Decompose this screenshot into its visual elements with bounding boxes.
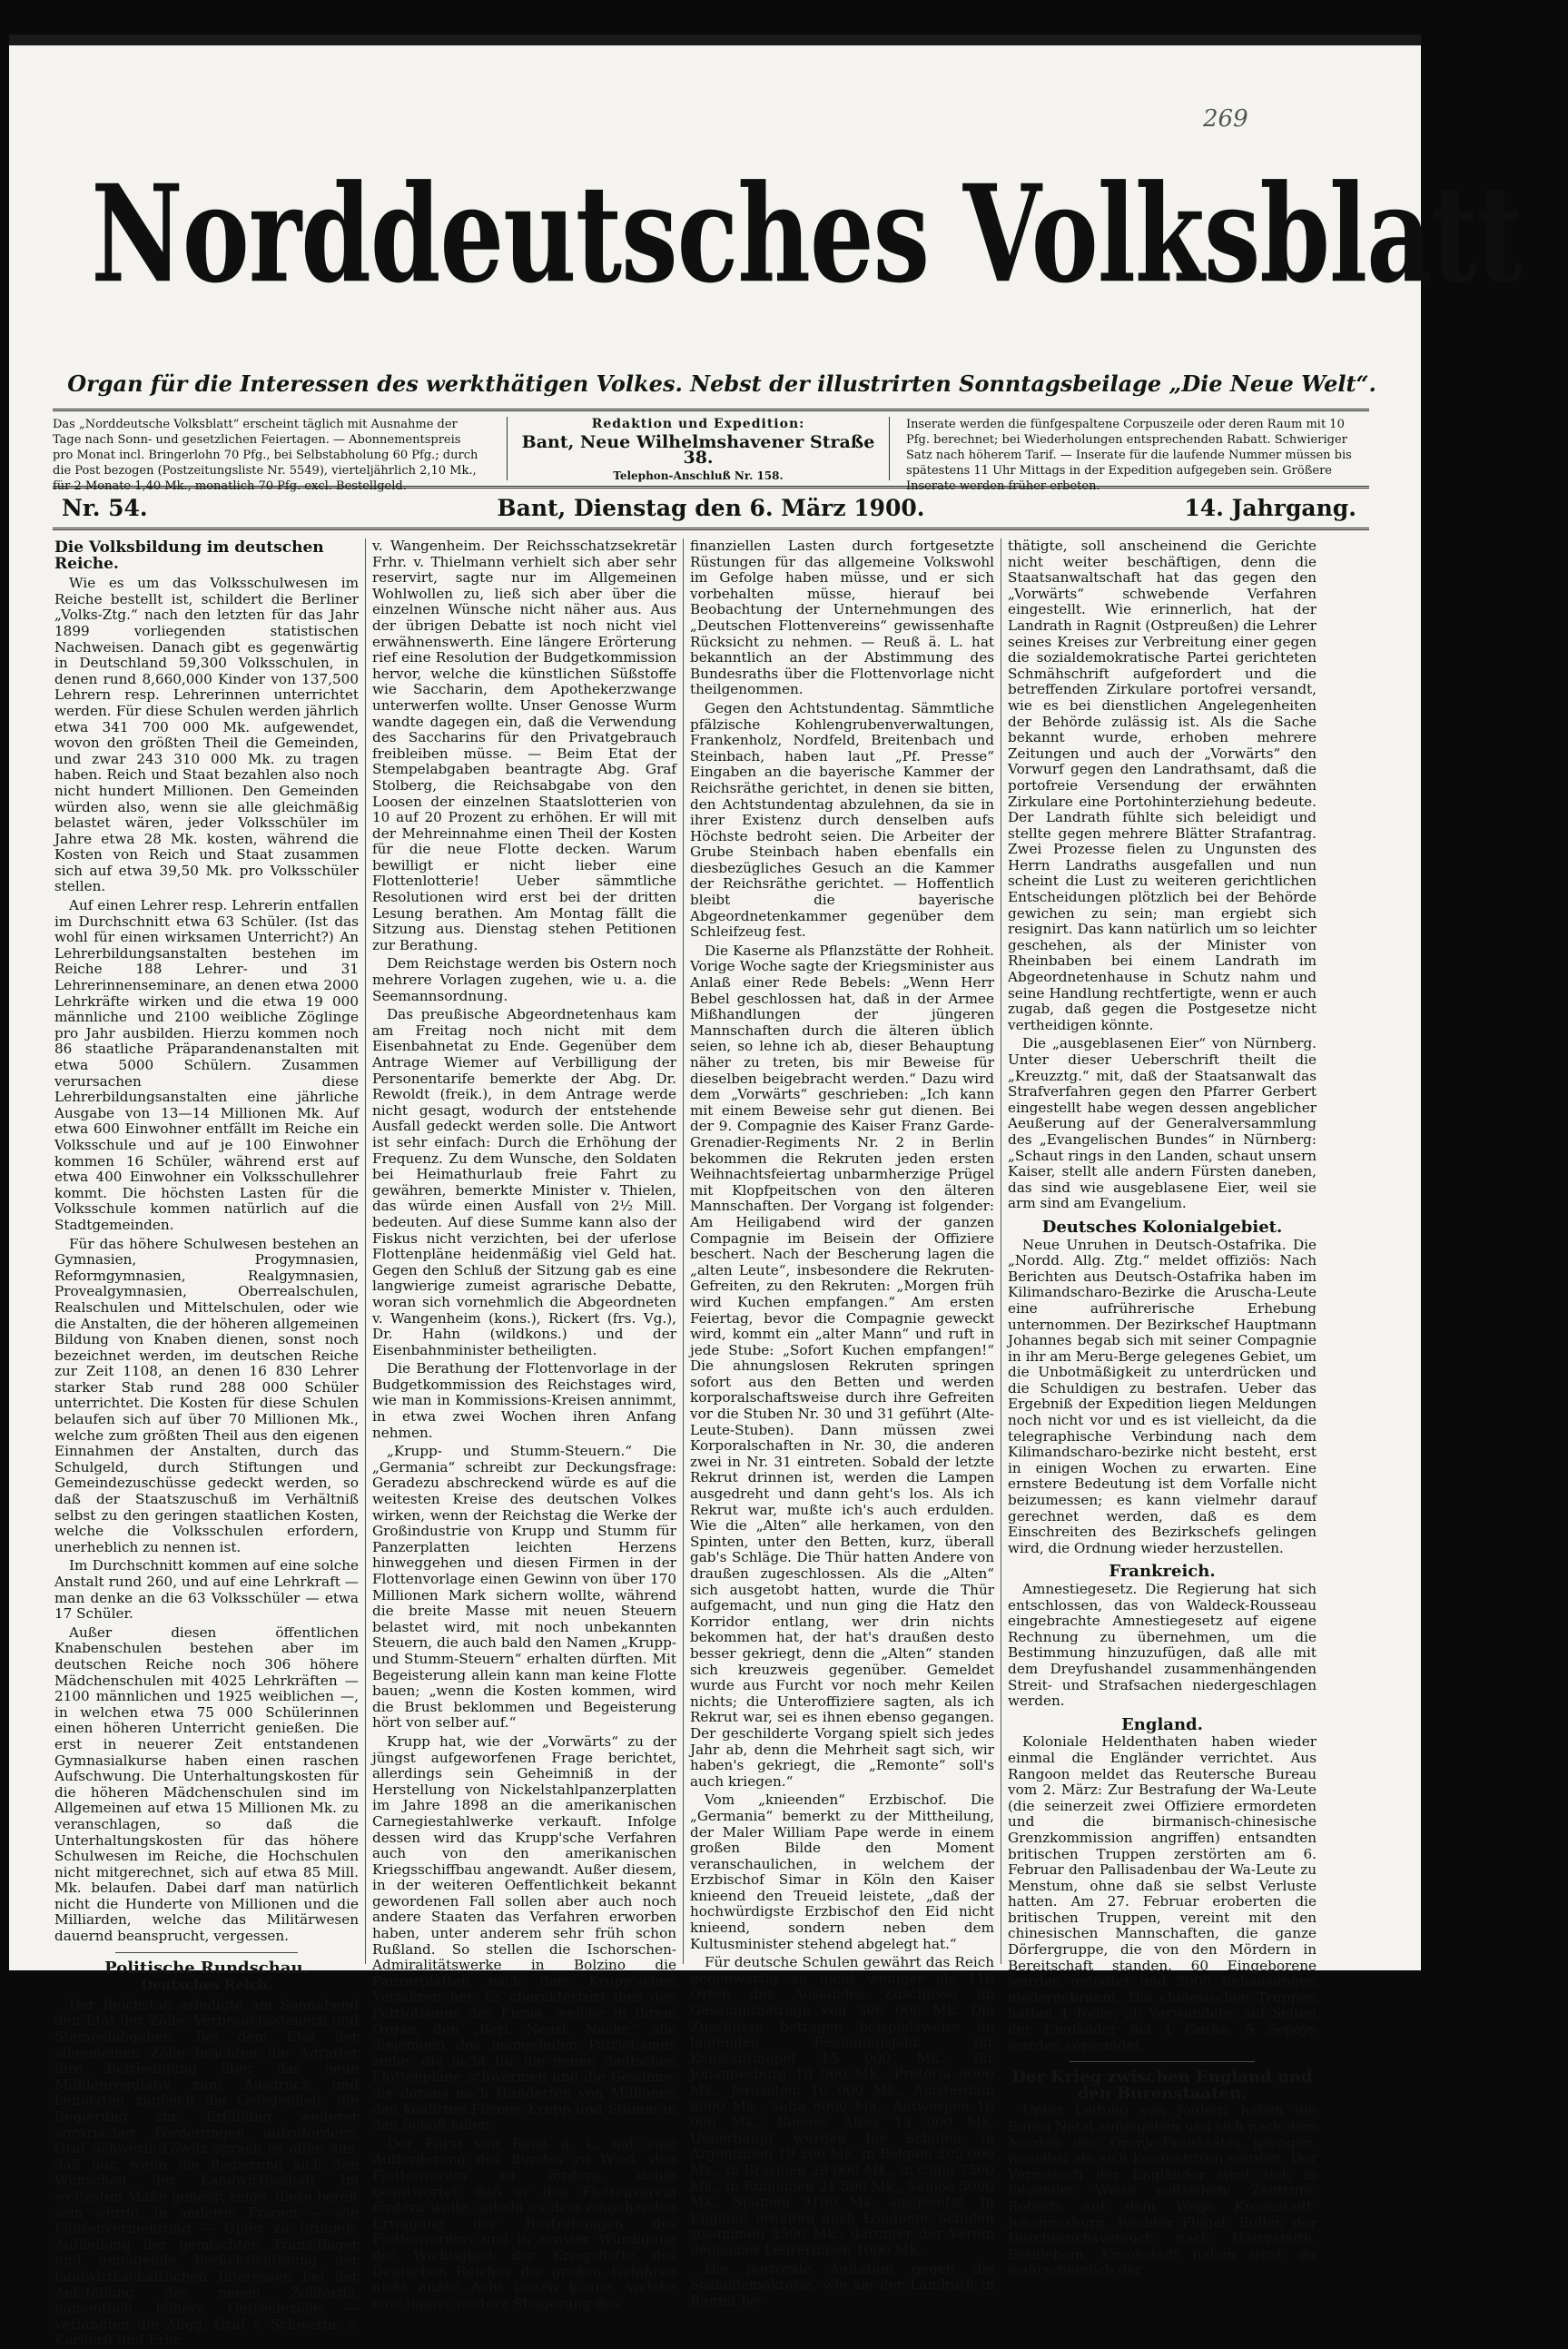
section-heading: Deutsches Kolonialgebiet.	[1041, 1217, 1283, 1237]
column-rule	[683, 538, 684, 1964]
archive-page-number: 269	[1203, 105, 1248, 133]
article-paragraph: Krupp hat, wie der „Vorwärts“ zu der jüngst aufgeworfenen Frage berichtet, allerdings sein Geheimniß in der Herstellung von Nickelstahlpanzerplatten im Jahre 1898 an die amerikanischen Carnegiestahlwerke verkauft. Infolge dessen wird das Krupp'sche Verfahren auch von den amerikanischen Kriegsschiffbau angewandt. Außer diesem, in der weiteren Oeffentlichkeit bekannt gewordenen Fall sollen aber auch noch andere Staaten das Verfahren erworben haben, unter anderem sehr früh schon Rußland. So stellen die Ischorschen-Admiralitätswerke in Bolzino die Panzerplatten nach dem Krupp'schen Verfahren her. Es charakterisirt dies den Patriotismus der Firma, welche in ihrem Organ, den „Berl. Neust. Nachr.“ alle diejenigen des mangelnden Patriotismus zeihe, die nicht für die neuen deutschen Flottenpläne schwärmen und die Gewinne, die daraus nach Hunderten von Millionen den koalirten Firmen Krupp und Stumm in den Schoß fallen.	[372, 1732, 676, 2134]
article-paragraph: Neue Unruhen in Deutsch-Ostafrika. Die „Nordd. Allg. Ztg.“ meldet offiziös: Nach Berichten aus Deutsch-Ostafrika haben im Kilimandscharo-Bezirke die Aruscha-Leute eine aufrührerische Erhebung unternommen. Der Bezirkschef Hauptmann Johannes begab sich mit seiner Compagnie in ihr am Meru-Berge gelegenes Gebiet, um die Unbotmäßigkeit zu unterdrücken und die Schuldigen zu bestrafen. Ueber das Ergebniß der Expedition liegen Meldungen noch nicht vor und es ist vielleicht, da die telegraphische Verbindung nach dem Kilimandscharo-bezirke nicht besteht, erst in einigen Wochen zu erwarten. Eine ernstere Bedeutung ist dem Vorfalle nicht beizumessen; es kann vielmehr darauf gerechnet werden, daß es dem Einschreiten des Bezirkschefs gelingen wird, die Ordnung wieder herzustellen.	[1008, 1236, 1317, 1556]
article-paragraph: Der Fürst von Reuß ä. L. hat eine Aufforderung des Bundes zu Wied, den Flottenverein zu fördern, dahin beantwortet, daß er den Flottenverein fördern wolle, sobald es dem eingehenden Erwägung der Bestrebungen des Flottenvereins und in ernster Würdigung der Wichtigkeit der Kriegsflotte des Deutschen Reiches die großen Gefahren nicht außer Acht lassen könne, welche eine immer weitere Steigerung des	[372, 2135, 676, 2312]
article-paragraph: Vom „knieenden“ Erzbischof. Die „Germania“ bemerkt zu der Mittheilung, der Maler William Pape werde in einem großen Bilde den Moment veranschaulichen, in welchem der Erzbischof Simar in Köln den Kaiser knieend den Treueid leistete, „daß der hochwürdigste Erzbischof den Eid nicht knieend, sondern neben dem Kultusminister stehend abgelegt hat.“	[690, 1791, 994, 1952]
dateline	[53, 491, 1369, 530]
article-paragraph: Unter Leitung von Joubert haben die Buren Natal aufgegeben und sich nach dem Norden des Oranje-Freistaates gezogen, woselbst sie sich konzentriren werden. Der Vormarsch der Engländer wird sich in folgender Weise vollziehen: Zentrum: Roberts auf dem Wege Kroonstadt-Johannesburg. Rechter Flügel: Buller, der Durchbruchsversuch nach Harrysmith, Bethlehem, Kroonstadt nahen wird, da wahrscheinlich der	[1008, 2102, 1317, 2279]
masthead-title: Norddeutsches Volksblatt	[91, 154, 1523, 313]
article-headline: Der Krieg zwischen England und den Burenstaaten.	[1011, 2068, 1313, 2103]
article-paragraph: Außer diesen öffentlichen Knabenschulen bestehen aber im deutschen Reiche noch 306 höhere Mädchenschulen mit 4025 Lehrkräften — 2100 männlichen und 1925 weiblichen —, in welchen etwa 75 000 Schülerinnen einen höheren Unterricht genießen. Die erst in neuerer Zeit entstandenen Gymnasialkurse haben einen raschen Aufschwung. Die Unterhaltungskosten für die höheren Mädchenschulen sind im Allgemeinen auf etwa 15 Millionen Mk. zu veranschlagen, so daß die Unterhaltungskosten für das höhere Schulwesen im Reiche, die Hochschulen nicht mitgerechnet, sich auf etwa 85 Mill. Mk. belaufen. Dabei darf man natürlich nicht die Hunderte von Millionen und die Milliarden, welche das Militärwesen dauernd beansprucht, vergessen.	[54, 1624, 359, 1945]
info-bar	[53, 409, 1369, 493]
column-4	[1008, 538, 1317, 2279]
masthead	[45, 143, 1523, 325]
article-paragraph: Koloniale Heldenthaten haben wieder einmal die Engländer verrichtet. Aus Rangoon meldet das Reutersche Bureau vom 2. März: Zur Bestrafung der Wa-Leute (die seinerzeit zwei Offiziere ermordeten und die birmanisch-chinesische Grenzkommission angriffen) entsandten britischen Truppen zerstörten am 6. Februar den Pallisadenbau der Wa-Leute zu Menstum, ohne daß sie selbst Verluste hatten. Am 27. Februar eroberten die britischen Truppen, vereint mit den chinesischen Mannschaften, die ganze Dörfergruppe, die von den Mördern in Bereitschaft standen. 60 Eingeborene wurden getödtet und 2000 Behausungen niedergebrannt. Die chinesischen Truppen hatten 4 Todte, 20 Verwundete; auf Seiten der Engländer fiel 1 Gurka, 5 Sepoys wurden verwundet.	[1008, 1733, 1317, 2054]
article-paragraph: Für deutsche Schulen gewährt das Reich gegenwärtig an nicht weniger als 110 Orten des Auslandes Zuschüsse im Gesammtbetrage von 300 000 Mk. Die Zuschüsse betragen beispielsweise im laufenden Rechnungsjahr für Konstantinopel 15 000 Mk., für Johannesburg 10 000 Mk., Pretoria 6000 Mk., Jerusalem 16 000 Mk., Amsterdam 8000 Mk., Sofia 6000 Mk., Antwerpen 10 000 Mk., Buenos Aires 13 000 Mk. Ueberhaupt wurden für Schulen in Argentinien 19 200 Mk. in Belgien 205 000 Mk., in Brasilien 29 000 Mk., in Chile 7500 Mk., in Rumänien 21 500 Mk., Samoa 5000 Mk., Spanien 9100 Mk. ausgesetzt. In England erhalten auch Londoner Schulen zusammen 8500 Mk., darunter der Verein deutscher Lehrerinnen 1000 Mk.	[690, 1954, 994, 2258]
subsection-heading: Deutsches Reich.	[140, 1977, 273, 1994]
article-paragraph: Auf einen Lehrer resp. Lehrerin entfallen im Durchschnitt etwa 63 Schüler. (Ist das wohl für einen wirksamen Unterricht?) An Lehrerbildungsanstalten bestehen im Reiche 188 Lehrer- und 31 Lehrerinnenseminare, an denen etwa 2000 Lehrkräfte wirken und die etwa 19 000 männliche und 2100 weibliche Zöglinge pro Jahr ausbilden. Hierzu kommen noch 86 staatliche Präparandenanstalten mit etwa 5000 Schülern. Zusammen verursachen diese Lehrerbildungsanstalten eine jährliche Ausgabe von 13—14 Millionen Mk. Auf etwa 600 Einwohner entfällt im Reiche ein Volksschule und auf je 100 Einwohner kommen 16 Schüler, während erst auf etwa 400 Einwohner ein Volksschullehrer kommt. Die höchsten Lasten für die Volksschule kommen natürlich auf die Stadtgemeinden.	[54, 897, 359, 1233]
article-paragraph: Die Berathung der Flottenvorlage in der Budgetkommission des Reichstages wird, wie man in Kommissions-Kreisen annimmt, in etwa zwei Wochen ihren Anfang nehmen.	[372, 1360, 676, 1441]
article-paragraph: Wie es um das Volksschulwesen im Reiche bestellt ist, schildert die Berliner „Volks-Ztg.“ nach den letzten für das Jahr 1899 vorliegenden statistischen Nachweisen. Danach gibt es gegenwärtig in Deutschland 59,300 Volksschulen, in denen rund 8,660,000 Kinder von 137,500 Lehrern resp. Lehrerinnen unterrichtet werden. Für diese Schulen werden jährlich etwa 341 700 000 Mk. aufgewendet, wovon den größten Theil die Gemeinden, und zwar 243 310 000 Mk. zu tragen haben. Reich und Staat bezahlen also noch nicht hundert Millionen. Den Gemeinden würden also, wenn sie alle gleichmäßig belastet wären, jeder Volksschüler im Jahre etwa 28 Mk. kosten, während die Kosten von Reich und Staat zusammen sich auf etwa 39,50 Mk. pro Volksschüler stellen.	[54, 575, 359, 895]
office-heading: Redaktion und Expedition:	[591, 417, 805, 431]
article-paragraph: Im Durchschnitt kommen auf eine solche Anstalt rund 260, und auf eine Lehrkraft — man denke an die 63 Volksschüler — etwa 17 Schüler.	[54, 1557, 359, 1623]
section-divider	[115, 1952, 298, 1953]
volume-year: 14. Jahrgang.	[1184, 495, 1356, 521]
section-divider	[1070, 2061, 1255, 2062]
section-heading: England.	[1121, 1714, 1203, 1734]
article-paragraph: Die „ausgeblasenen Eier“ von Nürnberg. Unter dieser Ueberschrift theilt die „Kreuzztg.“ mit, daß der Staatsanwalt das Strafverfahren gegen den Pfarrer Gerbert eingestellt habe wegen dessen angeblicher Aeußerung auf der Generalversammlung des „Evangelischen Bundes“ in Nürnberg: „Schaut rings in den Landen, schaut unsern Kaiser, stellt alle andern Fürsten daneben, das sind wie ausgeblasene Eier, weil sie arm sind am Evangelium.	[1008, 1035, 1317, 1212]
office-address: Bant, Neue Wilhelmshavener Straße 38.	[521, 432, 875, 468]
article-paragraph: Amnestiegesetz. Die Regierung hat sich entschlossen, das von Waldeck-Rousseau eingebrachte Amnestiegesetz auf eigene Rechnung zu übernehmen, um die Bestimmung hinzuzufügen, daß alle mit dem Dreyfushandel zusammenhängenden Streit- und Strafsachen niedergeschlagen werden.	[1008, 1581, 1317, 1710]
article-paragraph: thätigte, soll anscheinend die Gerichte nicht weiter beschäftigen, denn die Staatsanwaltschaft hat das gegen den „Vorwärts“ schwebende Verfahren eingestellt. Wie erinnerlich, hat der Landrath in Ragnit (Ostpreußen) die Lehrer seines Kreises zur Verbreitung einer gegen die sozialdemokratische Partei gerichteten Schmähschrift aufgefordert und die betreffenden Zirkulare portofrei versandt, wie es bei dienstlichen Angelegenheiten der Behörde zulässig ist. Als die Sache bekannt wurde, erhoben mehrere Zeitungen und auch der „Vorwärts“ den Vorwurf gegen den Landrathsamt, daß die portofreie Versendung der erwähnten Zirkulare eine Portohinterziehung bedeute. Der Landrath fühlte sich beleidigt und stellte gegen mehrere Blätter Strafantrag. Zwei Prozesse fielen zu Ungunsten des Herrn Landraths ausgefallen und nun scheint die Lust zu weiteren gerichtlichen Entscheidungen plötzlich bei der Behörde gewichen zu sein; man ergiebt sich resignirt. Das kann natürlich um so leichter geschehen, als der Minister von Rheinbaben bei einem Landrath im Abgeordnetenhause in Schutz nahm und seine Handlung rechtfertigte, wenn er auch zugab, daß gegen die Postgesetze nicht vertheidigen könnte.	[1008, 538, 1317, 1033]
article-paragraph: Gegen den Achtstundentag. Sämmtliche pfälzische Kohlengrubenverwaltungen, Frankenholz, Nordfeld, Breitenbach und Steinbach, haben laut „Pf. Presse“ Eingaben an die bayerische Kammer der Reichsräthe gerichtet, in denen sie bitten, den Achtstundentag abzulehnen, da sie in ihrer Existenz durch denselben aufs Höchste bedroht seien. Die Arbeiter der Grube Steinbach haben ebenfalls ein diesbezügliches Gesuch an die Kammer der Reichsräthe gerichtet. — Hoffentlich bleibt die bayerische Abgeordnetenkammer gegenüber dem Schleifzeug fest.	[690, 699, 994, 941]
article-paragraph: Dem Reichstage werden bis Ostern noch mehrere Vorlagen zugehen, wie u. a. die Seemannsordnung.	[372, 955, 676, 1004]
section-heading: Frankreich.	[1109, 1562, 1216, 1582]
section-heading: Politische Rundschau.	[104, 1958, 309, 1978]
column-3	[690, 538, 994, 2309]
subscription-info: Das „Norddeutsche Volksblatt“ erscheint täglich mit Ausnahme der Tage nach Sonn- und gesetzlichen Feiertagen. — Abonnementspreis pro Monat incl. Bringerlohn 70 Pfg., bei Selbstabholung 60 Pfg.; durch die Post bezogen (Postzeitungsliste Nr. 5549), vierteljährlich 2,10 Mk., für 2 Monate 1,40 Mk., monatlich 70 Pfg. excl. Bestellgeld.	[53, 418, 478, 493]
article-paragraph: Die portorale Agitation gegen die Sozialdemokratie, wie sie der Landrath in Ragnit be-	[690, 2260, 994, 2309]
article-headline: Die Volksbildung im deutschen Reiche.	[54, 538, 324, 573]
editorial-office	[507, 417, 890, 480]
column-2	[372, 538, 676, 2312]
masthead-subtitle: Organ für die Interessen des werkthätigen Volkes. Nebst der illustrirten Sonntagsbeilage „Die Neue Welt“.	[67, 370, 1376, 397]
article-paragraph: Der Reichstag erledigte am Sonnabend den Etat der Zölle, Verbrauchssteuern und Stempelabgaben. Bei dem Etat der allgemeinen Zölle brachten die Agrarier ihre Befriedigung über das neue Mühlenregulativ zum Ausdruck und benutzten zugleich die Gelegenheit, die Regierung zur Erfüllung weiterer agrarischer Forderungen aufzufordern. Graf Schwerin-Löwitz sprach es offen aus, daß nur, wenn die Regierung sich den Wünschen der Landwirthschaft im weitesten Maße geneigt zeige, diese bereit sein würde, in anderen Fragen — wie Flottenvermehrung — Opfer zu bringen. Aufhebung der gemischten Transitlager und genügende Berücksichtigung der landwirthschaftlichen Interessen bei der Aufstellung des neuen Zolltarifs, namentlich höhere Getreidezölle — verlangten die Abgg. Graf v. Schwerin, v. Kardorff und Frhr.	[54, 1996, 359, 2349]
column-1	[54, 538, 359, 2349]
article-paragraph: Das preußische Abgeordnetenhaus kam am Freitag noch nicht mit dem Eisenbahnetat zu Ende. Gegenüber dem Antrage Wiemer auf Verbilligung der Personentarife bemerkte der Abg. Dr. Rewoldt (freik.), in dem Antrage werde nicht gesagt, wodurch der entstehende Ausfall gedeckt werden solle. Die Antwort ist sehr einfach: Durch die Erhöhung der Frequenz. Zu dem Wunsche, den Soldaten bei Heimathurlaub freie Fahrt zu gewähren, bemerkte Minister v. Thielen, das würde einen Ausfall von 2½ Mill. bedeuten. Auf diese Summe kann also der Fiskus nicht verzichten, bei der uferlose Flottenpläne heidenmäßig viel Geld hat. Gegen den Schluß der Sitzung gab es eine langwierige zumeist agrarische Debatte, woran sich vornehmlich die Abgeordneten v. Wangenheim (kons.), Rickert (frs. Vg.), Dr. Hahn (wildkons.) und der Eisenbahnminister betheiligten.	[372, 1006, 676, 1358]
article-paragraph: Für das höhere Schulwesen bestehen an Gymnasien, Progymnasien, Reformgymnasien, Realgymnasien, Provealgymnasien, Oberrealschulen, Realschulen und Mittelschulen, oder wie die Anstalten, die der höheren allgemeinen Bildung von Knaben dienen, sonst noch bezeichnet werden, im deutschen Reiche zur Zeit 1108, an denen 16 830 Lehrer starker Stab rund 288 000 Schüler unterrichtet. Die Kosten für diese Schulen belaufen sich auf über 70 Millionen Mk., welche zum größten Theil aus den eigenen Einnahmen der Anstalten, durch das Schulgeld, durch Stiftungen und Gemeindezuschüsse gedeckt werden, so daß der Staatszuschuß im Verhältniß selbst zu den geringen staatlichen Kosten, welche die Volksschulen erfordern, unerheblich zu nennen ist.	[54, 1235, 359, 1555]
article-paragraph: „Krupp- und Stumm-Steuern.“ Die „Germania“ schreibt zur Deckungsfrage: Geradezu abschreckend würde es auf die weitesten Kreise des deutschen Volkes wirken, wenn der Reichstag die Werke der Großindustrie von Krupp und Stumm für Panzerplatten leichten Herzens hinweggehen und diesen Firmen in der Flottenvorlage einen Gewinn von über 170 Millionen Mark sichern wollte, während die breite Masse mit neuen Steuern belastet wird, mit noch unbekannten Steuern, die auch bald den Namen „Krupp- und Stumm-Steuern“ erhalten dürften. Mit Begeisterung allein kann man keine Flotte bauen; „wenn die Kosten kommen, wird die Brust beklommen und Begeisterung hört von selber auf.“	[372, 1443, 676, 1732]
issue-date: Bant, Dienstag den 6. März 1900.	[497, 495, 925, 521]
advertising-info: Inserate werden die fünfgespaltene Corpuszeile oder deren Raum mit 10 Pfg. berechnet; bei Wiederholungen entsprechenden Rabatt. Schwieriger Satz nach höherem Tarif. — Inserate für die laufende Nummer müssen bis spätestens 11 Uhr Mittags in der Expedition aufgegeben sein. Größere Inserate werden früher erbeten.	[906, 418, 1352, 493]
office-telephone: Telephon-Anschluß Nr. 158.	[613, 469, 784, 482]
article-paragraph: finanziellen Lasten durch fortgesetzte Rüstungen für das allgemeine Volkswohl im Gefolge haben müsse, und er sich vorbehalten müsse, hierauf bei Beobachtung der Unternehmungen des „Deutschen Flottenvereins“ gewissenhafte Rücksicht zu nehmen. — Reuß ä. L. hat bekanntlich an der Abstimmung des Bundesraths über die Flottenvorlage nicht theilgenommen.	[690, 538, 994, 698]
page-top-edge	[9, 35, 1421, 45]
column-rule	[365, 538, 366, 1964]
newspaper-page	[9, 35, 1523, 2349]
article-paragraph: Die Kaserne als Pflanzstätte der Rohheit. Vorige Woche sagte der Kriegsminister aus Anlaß einer Rede Bebels: „Wenn Herr Bebel geschlossen hat, daß in der Armee Mißhandlungen der jüngeren Mannschaften durch die älteren üblich seien, so lehne ich ab, dieser Behauptung näher zu treten, bis mir Beweise für dieselben beigebracht werden.“ Dazu wird dem „Vorwärts“ geschrieben: „Ich kann mit einem Beweise sehr gut dienen. Bei der 9. Compagnie des Kaiser Franz Garde-Grenadier-Regiments Nr. 2 in Berlin bekommen die Rekruten jeden ersten Weihnachtsfeiertag unbarmherzige Prügel mit Klopfpeitschen von den älteren Mannschaften. Der Vorgang ist folgender: Am Heiligabend wird der ganzen Compagnie im Beisein der Offiziere beschert. Nach der Bescherung lagen die „alten Leute“, insbesondere die Rekruten-Gefreiten, zu den Rekruten: „Morgen früh wird Kuchen empfangen.“ Am ersten Feiertag, bevor die Compagnie geweckt wird, kommt ein „alter Mann“ und ruft in jede Stube: „Sofort Kuchen empfangen!“ Die ahnungslosen Rekruten springen sofort aus den Betten und werden korporalschaftsweise durch ihre Gefreiten vor die Stuben Nr. 30 und 31 geführt (Alte-Leute-Stuben). Dann müssen zwei Korporalschaften in Nr. 30, die anderen zwei in Nr. 31 eintreten. Sobald der letzte Rekrut drinnen ist, werden die Lampen ausgedreht und dann geht's los. Als ich Rekrut war, mußte ich's auch erdulden. Wie die „Alten“ alle herkamen, von den Spinten, unter den Betten, kurz, überall gab's Schläge. Die Thür hatten Andere von draußen zugeschlossen. Als die „Alten“ sich ausgetobt hatten, wurde die Thür aufgemacht, und nun ging die Hatz den Korridor entlang, wer drin nichts bekommen hat, der hat's draußen desto besser gekriegt, denn die „Alten“ standen sich kreuzweis gegenüber. Gemeldet wurde aus Furcht vor noch mehr Keilen nichts; die Unteroffiziere sagten, als ich Rekrut war, sei es ihnen ebenso gegangen. Der geschilderte Vorgang spielt sich jedes Jahr ab, denn die Mehrheit sagt sich, wir haben's gekriegt, die „Remonte“ soll's auch kriegen.“	[690, 942, 994, 1790]
issue-number: Nr. 54.	[62, 495, 148, 521]
article-paragraph: v. Wangenheim. Der Reichsschatzsekretär Frhr. v. Thielmann verhielt sich aber sehr reservirt, sagte nur im Allgemeinen Wohlwollen zu, ließ sich aber über die einzelnen Wünsche nicht näher aus. Aus der übrigen Debatte ist noch nicht viel erwähnenswerth. Eine längere Erörterung rief eine Resolution der Budgetkommission hervor, welche die künstlichen Süßstoffe wie Saccharin, dem Apothekerzwange unterwerfen wollte. Unser Genosse Wurm wandte dagegen ein, daß die Verwendung des Saccharins für den Privatgebrauch freibleiben müsse. — Beim Etat der Stempelabgaben beantragte Abg. Graf Stolberg, die Reichsabgabe von den Loosen der einzelnen Staatslotterien von 10 auf 20 Prozent zu erhöhen. Er will mit der Mehreinnahme einen Theil der Kosten für die neue Flotte decken. Warum bewilligt er nicht lieber eine Flottenlotterie! Ueber sämmtliche Resolutionen wird erst bei der dritten Lesung berathen. Am Montag fällt die Sitzung aus. Dienstag stehen Petitionen zur Berathung.	[372, 538, 676, 953]
